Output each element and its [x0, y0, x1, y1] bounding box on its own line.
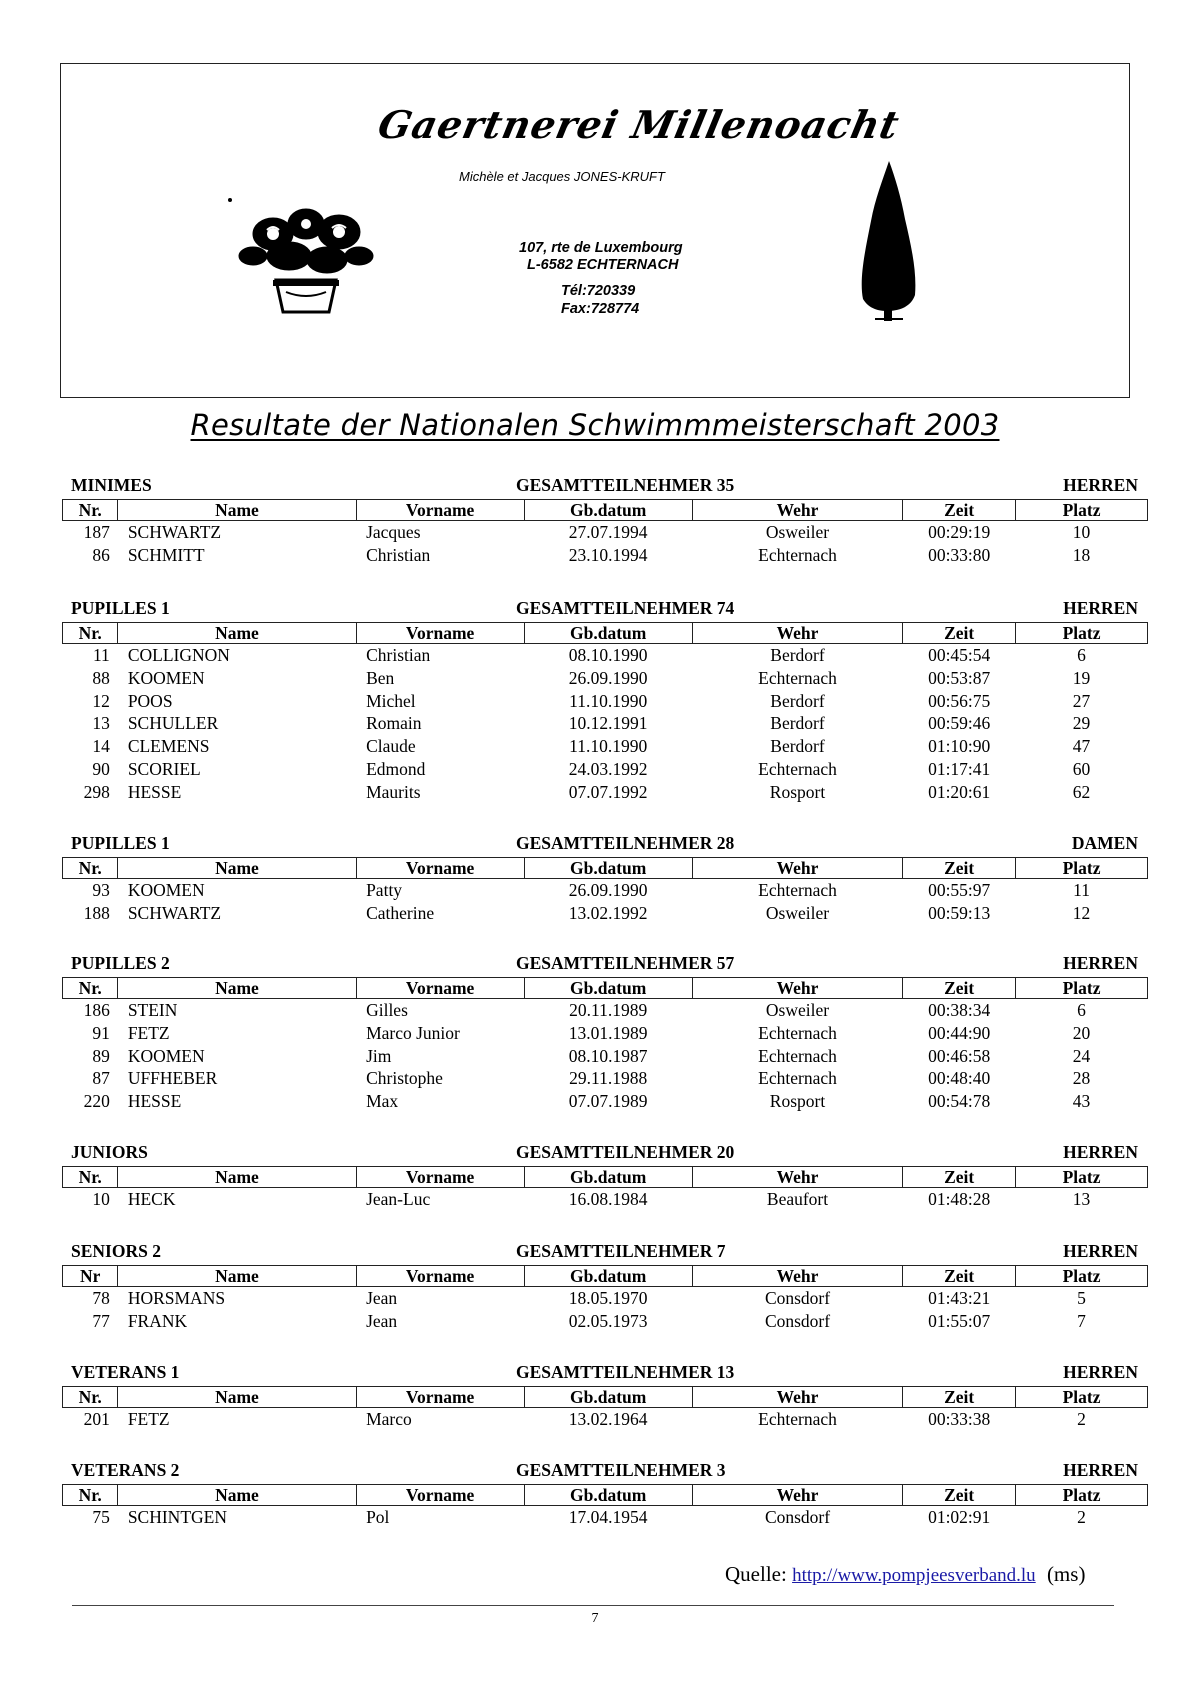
column-header: Zeit — [903, 858, 1016, 879]
table-cell: 77 — [92, 1310, 110, 1331]
table-cell: 13.01.1989 — [568, 1022, 648, 1043]
table-cell: Claude — [366, 736, 416, 757]
table-cell: Echternach — [758, 1022, 837, 1043]
table-cell: Rosport — [769, 1091, 826, 1112]
page-number: 7 — [591, 1611, 599, 1626]
table-cell: FETZ — [127, 1022, 170, 1043]
table-cell: Ben — [366, 667, 395, 688]
table-cell: Gilles — [366, 1000, 408, 1020]
table-cell: 2 — [1077, 1507, 1086, 1527]
table-header-row — [63, 978, 1148, 999]
table-cell: 10 — [92, 1189, 110, 1209]
table-cell: 28 — [1072, 1068, 1091, 1089]
table-row — [63, 544, 1148, 567]
column-header: Wehr — [692, 1485, 903, 1506]
table-cell: 13 — [92, 713, 110, 734]
table-cell: Christian — [366, 645, 431, 665]
table-cell: 00:38:34 — [928, 1000, 991, 1020]
results-section — [62, 598, 1148, 804]
table-cell: Echternach — [758, 758, 837, 779]
table-cell: 01:43:21 — [928, 1288, 991, 1308]
column-header: Nr. — [63, 1167, 118, 1188]
table-cell: Jean — [366, 1310, 398, 1331]
column-header: Zeit — [903, 623, 1016, 644]
section-gender: HERREN — [1063, 1362, 1138, 1382]
table-row — [63, 712, 1148, 735]
table-cell: 20 — [1072, 1022, 1091, 1043]
section-header — [62, 953, 1148, 977]
column-header: Gb.datum — [524, 1167, 692, 1188]
table-cell: 220 — [83, 1091, 110, 1112]
table-cell: Jim — [366, 1045, 392, 1066]
table-cell: 93 — [92, 880, 110, 900]
table-cell: 17.04.1954 — [568, 1507, 648, 1527]
address-line-2: L-6582 ECHTERNACH — [527, 257, 679, 273]
section-gender: HERREN — [1063, 598, 1138, 618]
table-cell: KOOMEN — [127, 667, 205, 688]
participant-count: GESAMTTEILNEHMER 7 — [516, 1241, 726, 1261]
results-table — [62, 499, 1148, 567]
table-cell: 00:56:75 — [928, 690, 991, 711]
results-section — [62, 833, 1148, 925]
table-cell: 24.03.1992 — [568, 758, 648, 779]
table-cell: 00:59:46 — [928, 713, 991, 734]
table-cell: 00:44:90 — [928, 1022, 991, 1043]
column-header: Wehr — [692, 1266, 903, 1287]
table-cell: Echternach — [758, 544, 837, 565]
column-header: Gb.datum — [524, 858, 692, 879]
table-cell: 78 — [92, 1288, 110, 1308]
table-cell: 47 — [1072, 736, 1091, 757]
column-header: Gb.datum — [524, 623, 692, 644]
column-header: Platz — [1016, 858, 1148, 879]
section-category: PUPILLES 1 — [71, 833, 170, 853]
table-cell: 07.07.1989 — [568, 1091, 648, 1112]
table-cell: HESSE — [127, 1091, 182, 1112]
section-header — [62, 598, 1148, 622]
column-header: Platz — [1016, 500, 1148, 521]
results-section — [62, 953, 1148, 1113]
table-cell: 27 — [1072, 690, 1091, 711]
table-cell: 02.05.1973 — [568, 1310, 648, 1331]
table-cell: 91 — [92, 1022, 110, 1043]
column-header: Wehr — [692, 623, 903, 644]
table-cell: 00:46:58 — [928, 1045, 991, 1066]
table-cell: 6 — [1077, 1000, 1086, 1020]
table-cell: 29.11.1988 — [569, 1068, 648, 1089]
table-cell: Berdorf — [770, 690, 825, 711]
participant-count: GESAMTTEILNEHMER 57 — [516, 953, 735, 973]
table-cell: 00:45:54 — [928, 645, 991, 665]
table-cell: 201 — [83, 1409, 110, 1429]
section-gender: HERREN — [1063, 1460, 1138, 1480]
table-cell: Echternach — [758, 1045, 837, 1066]
section-gender: HERREN — [1063, 1241, 1138, 1261]
table-cell: 13.02.1992 — [568, 902, 648, 923]
table-header-row — [63, 1485, 1148, 1506]
table-cell: HESSE — [127, 781, 182, 802]
table-cell: 13.02.1964 — [568, 1409, 648, 1429]
column-header: Wehr — [692, 858, 903, 879]
table-cell: KOOMEN — [127, 880, 205, 900]
section-gender: HERREN — [1063, 1142, 1138, 1162]
column-header: Platz — [1016, 1485, 1148, 1506]
phone-number: Tél:720339 — [561, 283, 636, 299]
table-cell: SCHWARTZ — [127, 902, 222, 923]
table-cell: 11 — [1073, 880, 1090, 900]
table-row — [63, 1188, 1148, 1211]
table-cell: HECK — [127, 1189, 176, 1209]
table-cell: Catherine — [366, 902, 435, 923]
column-header: Vorname — [356, 1167, 524, 1188]
table-header-row — [63, 500, 1148, 521]
column-header: Gb.datum — [524, 500, 692, 521]
section-category: SENIORS 2 — [71, 1241, 161, 1261]
participant-count: GESAMTTEILNEHMER 28 — [516, 833, 735, 853]
address-line-1: 107, rte de Luxembourg — [519, 240, 683, 256]
table-cell: Consdorf — [764, 1310, 831, 1331]
business-owners: Michèle et Jacques JONES-KRUFT — [459, 169, 665, 184]
table-cell: Romain — [366, 713, 422, 734]
section-header — [62, 1460, 1148, 1484]
table-cell: Max — [366, 1091, 399, 1112]
column-header: Wehr — [692, 500, 903, 521]
column-header: Name — [118, 858, 356, 879]
table-cell: FRANK — [127, 1310, 188, 1331]
page-title: Resultate der Nationalen Schwimmmeisterschaft 2003 — [190, 408, 1000, 442]
column-header: Name — [118, 1266, 356, 1287]
results-section — [62, 1241, 1148, 1333]
table-header-row — [63, 858, 1148, 879]
table-cell: 62 — [1072, 781, 1091, 802]
column-header: Vorname — [356, 858, 524, 879]
table-row — [63, 1506, 1148, 1529]
source-credit — [725, 1562, 1085, 1587]
results-table — [62, 857, 1148, 925]
column-header: Nr. — [63, 978, 118, 999]
table-cell: SCHMITT — [127, 544, 205, 565]
table-cell: SCORIEL — [127, 758, 201, 779]
section-header — [62, 833, 1148, 857]
results-section — [62, 475, 1148, 567]
section-category: VETERANS 1 — [71, 1362, 180, 1382]
results-table — [62, 622, 1148, 804]
column-header: Zeit — [903, 500, 1016, 521]
section-category: VETERANS 2 — [71, 1460, 180, 1480]
table-row — [63, 1045, 1148, 1068]
section-category: MINIMES — [71, 475, 152, 495]
table-cell: 01:10:90 — [928, 736, 991, 757]
column-header: Platz — [1016, 1266, 1148, 1287]
section-category: PUPILLES 2 — [71, 953, 170, 973]
section-gender: HERREN — [1063, 475, 1138, 495]
table-cell: 01:02:91 — [928, 1507, 991, 1527]
table-cell: Michel — [366, 690, 416, 711]
footer-divider — [72, 1605, 1114, 1606]
table-row — [63, 999, 1148, 1022]
table-cell: Rosport — [769, 781, 826, 802]
table-cell: 14 — [92, 736, 110, 757]
table-cell: Pol — [366, 1507, 390, 1527]
table-cell: 13 — [1072, 1189, 1091, 1209]
table-cell: 08.10.1987 — [568, 1045, 648, 1066]
column-header: Vorname — [356, 500, 524, 521]
column-header: Name — [118, 500, 356, 521]
table-cell: Jean-Luc — [366, 1189, 431, 1209]
table-cell: 29 — [1072, 713, 1091, 734]
column-header: Nr. — [63, 623, 118, 644]
table-cell: 01:20:61 — [928, 781, 991, 802]
table-cell: POOS — [127, 690, 173, 711]
results-table — [62, 1166, 1148, 1211]
table-cell: Jacques — [366, 522, 421, 542]
table-cell: 20.11.1989 — [569, 1000, 648, 1020]
column-header: Name — [118, 623, 356, 644]
fax-number: Fax:728774 — [561, 301, 640, 317]
table-cell: Berdorf — [770, 645, 825, 665]
column-header: Nr. — [63, 500, 118, 521]
table-cell: 07.07.1992 — [568, 781, 648, 802]
section-category: PUPILLES 1 — [71, 598, 170, 618]
table-cell: HORSMANS — [127, 1288, 226, 1308]
results-table — [62, 1265, 1148, 1333]
table-row — [63, 902, 1148, 925]
source-link[interactable]: http://www.pompjeesverband.lu — [792, 1565, 1036, 1586]
table-cell: 01:55:07 — [928, 1310, 991, 1331]
table-row — [63, 1310, 1148, 1333]
table-cell: 187 — [83, 522, 110, 542]
table-cell: 2 — [1077, 1409, 1086, 1429]
section-header — [62, 475, 1148, 499]
table-cell: 00:55:97 — [928, 880, 991, 900]
table-cell: CLEMENS — [127, 736, 210, 757]
section-header — [62, 1362, 1148, 1386]
table-cell: 18.05.1970 — [568, 1288, 648, 1308]
table-cell: Echternach — [758, 667, 837, 688]
column-header: Gb.datum — [524, 1387, 692, 1408]
column-header: Wehr — [692, 1387, 903, 1408]
table-cell: 88 — [92, 667, 110, 688]
table-cell: Maurits — [366, 781, 421, 802]
table-cell: 01:17:41 — [928, 758, 991, 779]
table-cell: Edmond — [366, 758, 426, 779]
table-cell: 19 — [1072, 667, 1091, 688]
table-cell: Echternach — [758, 1409, 837, 1429]
table-cell: 90 — [92, 758, 110, 779]
column-header: Vorname — [356, 1387, 524, 1408]
table-row — [63, 1408, 1148, 1431]
table-cell: Osweiler — [765, 902, 830, 923]
column-header: Gb.datum — [524, 978, 692, 999]
table-cell: 5 — [1077, 1288, 1086, 1308]
table-row — [63, 1287, 1148, 1310]
business-name: Gaertnerei Millenoacht — [374, 102, 904, 147]
table-row — [63, 521, 1148, 544]
table-cell: Osweiler — [765, 522, 830, 542]
table-row — [63, 735, 1148, 758]
table-cell: 00:33:38 — [928, 1409, 991, 1429]
column-header: Platz — [1016, 623, 1148, 644]
table-cell: FETZ — [127, 1409, 170, 1429]
table-cell: 11 — [92, 645, 110, 665]
participant-count: GESAMTTEILNEHMER 20 — [516, 1142, 735, 1162]
table-cell: 01:48:28 — [928, 1189, 991, 1209]
results-section — [62, 1460, 1148, 1529]
table-cell: 298 — [83, 781, 110, 802]
table-row — [63, 879, 1148, 902]
participant-count: GESAMTTEILNEHMER 74 — [516, 598, 735, 618]
business-contact — [561, 282, 639, 318]
table-cell: SCHWARTZ — [127, 522, 222, 542]
column-header: Gb.datum — [524, 1485, 692, 1506]
results-section — [62, 1142, 1148, 1211]
table-cell: 00:48:40 — [928, 1068, 991, 1089]
table-header-row — [63, 1387, 1148, 1408]
table-cell: 87 — [92, 1068, 110, 1089]
table-cell: 12 — [92, 690, 110, 711]
table-cell: Jean — [366, 1288, 398, 1308]
column-header: Nr. — [63, 1485, 118, 1506]
table-cell: 23.10.1994 — [568, 544, 648, 565]
column-header: Zeit — [903, 978, 1016, 999]
table-cell: 00:54:78 — [928, 1091, 991, 1112]
section-gender: HERREN — [1063, 953, 1138, 973]
table-cell: 18 — [1072, 544, 1091, 565]
column-header: Vorname — [356, 978, 524, 999]
table-row — [63, 1022, 1148, 1045]
results-table — [62, 1484, 1148, 1529]
table-cell: 188 — [83, 902, 110, 923]
column-header: Wehr — [692, 978, 903, 999]
participant-count: GESAMTTEILNEHMER 13 — [516, 1362, 735, 1382]
table-cell: 11.10.1990 — [569, 690, 648, 711]
table-cell: SCHULLER — [127, 713, 219, 734]
column-header: Nr. — [63, 858, 118, 879]
table-cell: Berdorf — [770, 736, 825, 757]
column-header: Wehr — [692, 1167, 903, 1188]
advertisement-box — [60, 63, 1130, 398]
table-cell: 00:53:87 — [928, 667, 991, 688]
table-cell: Consdorf — [764, 1507, 831, 1527]
business-address — [519, 240, 683, 274]
column-header: Zeit — [903, 1167, 1016, 1188]
table-cell: STEIN — [127, 1000, 178, 1020]
table-cell: 00:59:13 — [928, 902, 991, 923]
column-header: Name — [118, 1167, 356, 1188]
results-table — [62, 1386, 1148, 1431]
table-cell: 7 — [1077, 1310, 1086, 1331]
results-table — [62, 977, 1148, 1113]
column-header: Vorname — [356, 623, 524, 644]
table-cell: 186 — [83, 1000, 110, 1020]
column-header: Name — [118, 1485, 356, 1506]
table-cell: 27.07.1994 — [568, 522, 648, 542]
table-cell: SCHINTGEN — [127, 1507, 227, 1527]
table-cell: Berdorf — [770, 713, 825, 734]
table-cell: Marco Junior — [366, 1022, 460, 1043]
column-header: Platz — [1016, 978, 1148, 999]
table-row — [63, 690, 1148, 713]
table-row — [63, 758, 1148, 781]
table-cell: UFFHEBER — [127, 1068, 218, 1089]
column-header: Gb.datum — [524, 1266, 692, 1287]
table-cell: Echternach — [758, 880, 837, 900]
column-header: Platz — [1016, 1387, 1148, 1408]
section-header — [62, 1241, 1148, 1265]
table-cell: 89 — [92, 1045, 110, 1066]
table-cell: 08.10.1990 — [568, 645, 648, 665]
column-header: Zeit — [903, 1266, 1016, 1287]
table-cell: 00:33:80 — [928, 544, 991, 565]
table-cell: COLLIGNON — [127, 645, 230, 665]
table-cell: KOOMEN — [127, 1045, 205, 1066]
table-cell: 11.10.1990 — [569, 736, 648, 757]
column-header: Platz — [1016, 1167, 1148, 1188]
column-header: Vorname — [356, 1266, 524, 1287]
table-cell: 75 — [92, 1507, 110, 1527]
section-category: JUNIORS — [71, 1142, 148, 1162]
column-header: Nr — [63, 1266, 118, 1287]
table-cell: Marco — [366, 1409, 412, 1429]
table-row — [63, 781, 1148, 804]
table-cell: Christophe — [366, 1068, 443, 1089]
column-header: Nr. — [63, 1387, 118, 1408]
table-cell: Patty — [366, 880, 403, 900]
table-cell: Echternach — [758, 1068, 837, 1089]
column-header: Zeit — [903, 1387, 1016, 1408]
column-header: Name — [118, 978, 356, 999]
table-cell: Osweiler — [765, 1000, 830, 1020]
table-cell: 6 — [1077, 645, 1086, 665]
participant-count: GESAMTTEILNEHMER 35 — [516, 475, 735, 495]
table-header-row — [63, 1266, 1148, 1287]
table-row — [63, 644, 1148, 667]
source-label: Quelle: — [725, 1562, 787, 1586]
table-cell: Beaufort — [766, 1189, 829, 1209]
table-row — [63, 1067, 1148, 1090]
column-header: Name — [118, 1387, 356, 1408]
section-gender: DAMEN — [1071, 833, 1138, 853]
table-cell: 60 — [1072, 758, 1091, 779]
table-cell: Consdorf — [764, 1288, 831, 1308]
table-cell: 26.09.1990 — [568, 880, 648, 900]
column-header: Zeit — [903, 1485, 1016, 1506]
section-header — [62, 1142, 1148, 1166]
table-cell: 43 — [1072, 1091, 1091, 1112]
table-cell: 10 — [1072, 522, 1091, 542]
flower-pot-icon — [231, 194, 381, 324]
participant-count: GESAMTTEILNEHMER 3 — [516, 1460, 726, 1480]
table-cell: 00:29:19 — [928, 522, 991, 542]
table-cell: Christian — [366, 544, 431, 565]
column-header: Vorname — [356, 1485, 524, 1506]
table-row — [63, 667, 1148, 690]
table-cell: 26.09.1990 — [568, 667, 648, 688]
table-cell: 12 — [1072, 902, 1091, 923]
cypress-tree-icon — [853, 159, 923, 324]
table-cell: 86 — [92, 544, 110, 565]
table-cell: 24 — [1072, 1045, 1091, 1066]
table-cell: 16.08.1984 — [568, 1189, 648, 1209]
table-cell: 10.12.1991 — [568, 713, 648, 734]
source-suffix: (ms) — [1046, 1562, 1086, 1586]
results-section — [62, 1362, 1148, 1431]
table-header-row — [63, 1167, 1148, 1188]
table-header-row — [63, 623, 1148, 644]
table-row — [63, 1090, 1148, 1113]
